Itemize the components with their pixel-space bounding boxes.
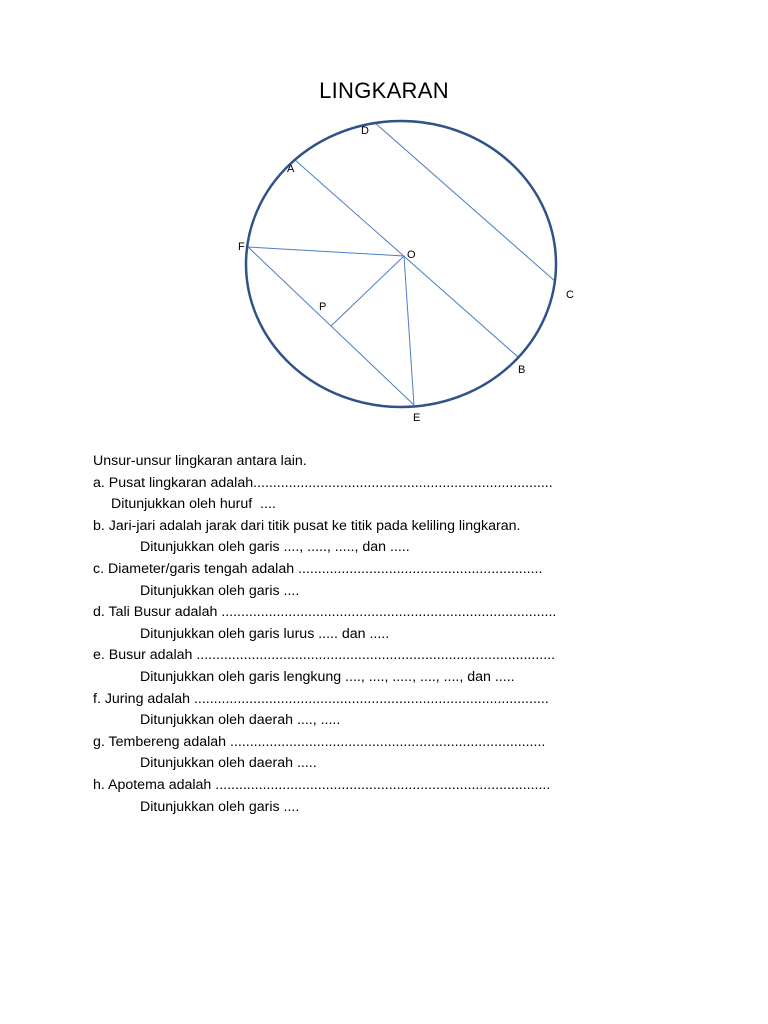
apotema-op bbox=[331, 256, 404, 326]
point-label-o: O bbox=[407, 249, 416, 261]
item-a-answer: Ditunjukkan oleh huruf .... bbox=[111, 496, 276, 513]
item-g-question: g. Tembereng adalah ................................................................................ bbox=[93, 733, 546, 750]
item-h-question: h. Apotema adalah ..................................................................................... bbox=[93, 776, 551, 793]
item-f-answer: Ditunjukkan oleh daerah ...., ..... bbox=[140, 712, 341, 729]
item-h-answer: Ditunjukkan oleh garis .... bbox=[140, 798, 300, 815]
item-e-question: e. Busur adalah ........................................................................................... bbox=[93, 647, 556, 664]
item-b-answer: Ditunjukkan oleh garis ...., ....., ....., dan ..... bbox=[140, 539, 410, 556]
page-title: LINGKARAN bbox=[319, 78, 449, 103]
point-label-d: D bbox=[361, 125, 369, 137]
item-g-answer: Ditunjukkan oleh daerah ..... bbox=[140, 755, 317, 772]
radius-oe bbox=[404, 256, 414, 405]
item-e-answer: Ditunjukkan oleh garis lengkung ...., ...., ....., ...., ...., dan ..... bbox=[140, 668, 515, 685]
item-b-question: b. Jari-jari adalah jarak dari titik pusat ke titik pada keliling lingkaran. bbox=[93, 517, 521, 534]
point-label-a: A bbox=[287, 163, 295, 175]
item-d-answer: Ditunjukkan oleh garis lurus ..... dan ..... bbox=[140, 625, 390, 642]
point-label-e: E bbox=[413, 412, 421, 424]
item-d-question: d. Tali Busur adalah ..................................................................................... bbox=[93, 604, 557, 621]
worksheet-text bbox=[93, 451, 693, 818]
item-a-question: a. Pusat lingkaran adalah............................................................................ bbox=[93, 474, 553, 491]
item-f-question: f. Juring adalah .......................................................................................... bbox=[93, 690, 549, 707]
point-label-p: P bbox=[319, 301, 327, 313]
item-c-question: c. Diameter/garis tengah adalah .............................................................. bbox=[93, 560, 543, 577]
radius-fo bbox=[248, 247, 404, 256]
item-c-answer: Ditunjukkan oleh garis .... bbox=[140, 582, 300, 599]
point-label-b: B bbox=[518, 364, 526, 376]
point-label-f: F bbox=[238, 241, 245, 253]
intro-line: Unsur-unsur lingkaran antara lain. bbox=[93, 453, 307, 469]
circle-diagram bbox=[0, 0, 768, 440]
point-label-c: C bbox=[566, 289, 574, 301]
